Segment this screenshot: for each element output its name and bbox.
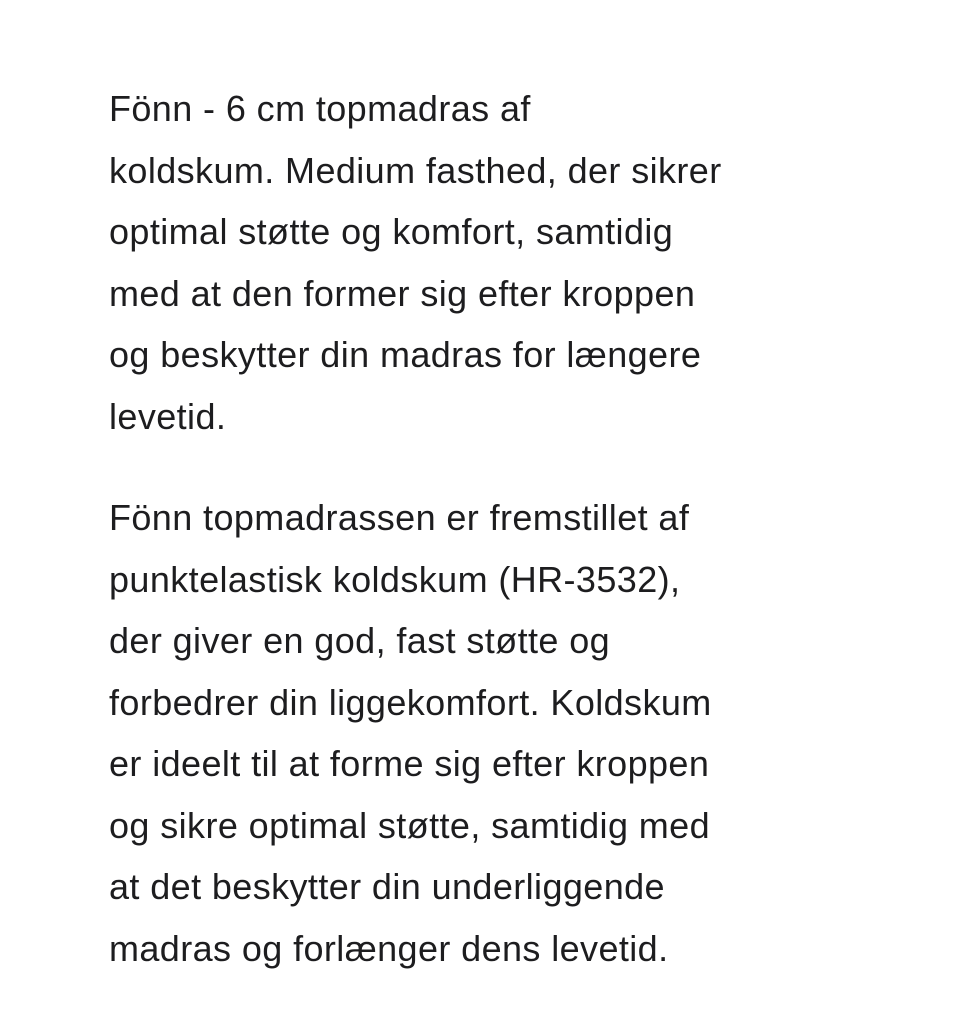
- paragraph-line: optimal støtte og komfort, samtidig: [109, 211, 674, 252]
- paragraph-line: er ideelt til at forme sig efter kroppen: [109, 743, 710, 784]
- paragraph-line: punktelastisk koldskum (HR-3532),: [109, 558, 681, 600]
- paragraph-line: og sikre optimal støtte, samtidig med: [109, 804, 711, 846]
- paragraph-line: madras og forlænger dens levetid.: [109, 927, 669, 969]
- product-description: [109, 78, 869, 979]
- paragraph-line: levetid.: [109, 395, 227, 437]
- paragraph-line: koldskum. Medium fasthed, der sikrer: [109, 149, 722, 191]
- paragraph-line: med at den former sig efter kroppen: [109, 272, 696, 314]
- paragraph-line: at det beskytter din underliggende: [109, 866, 665, 907]
- description-paragraph-2: [109, 487, 869, 979]
- paragraph-line: og beskytter din madras for længere: [109, 334, 702, 375]
- paragraph-line: der giver en god, fast støtte og: [109, 620, 611, 661]
- paragraph-line: forbedrer din liggekomfort. Koldskum: [109, 681, 712, 723]
- paragraph-line: Fönn - 6 cm topmadras af: [109, 88, 531, 129]
- paragraph-line: Fönn topmadrassen er fremstillet af: [109, 497, 690, 538]
- description-paragraph-1: [109, 78, 869, 447]
